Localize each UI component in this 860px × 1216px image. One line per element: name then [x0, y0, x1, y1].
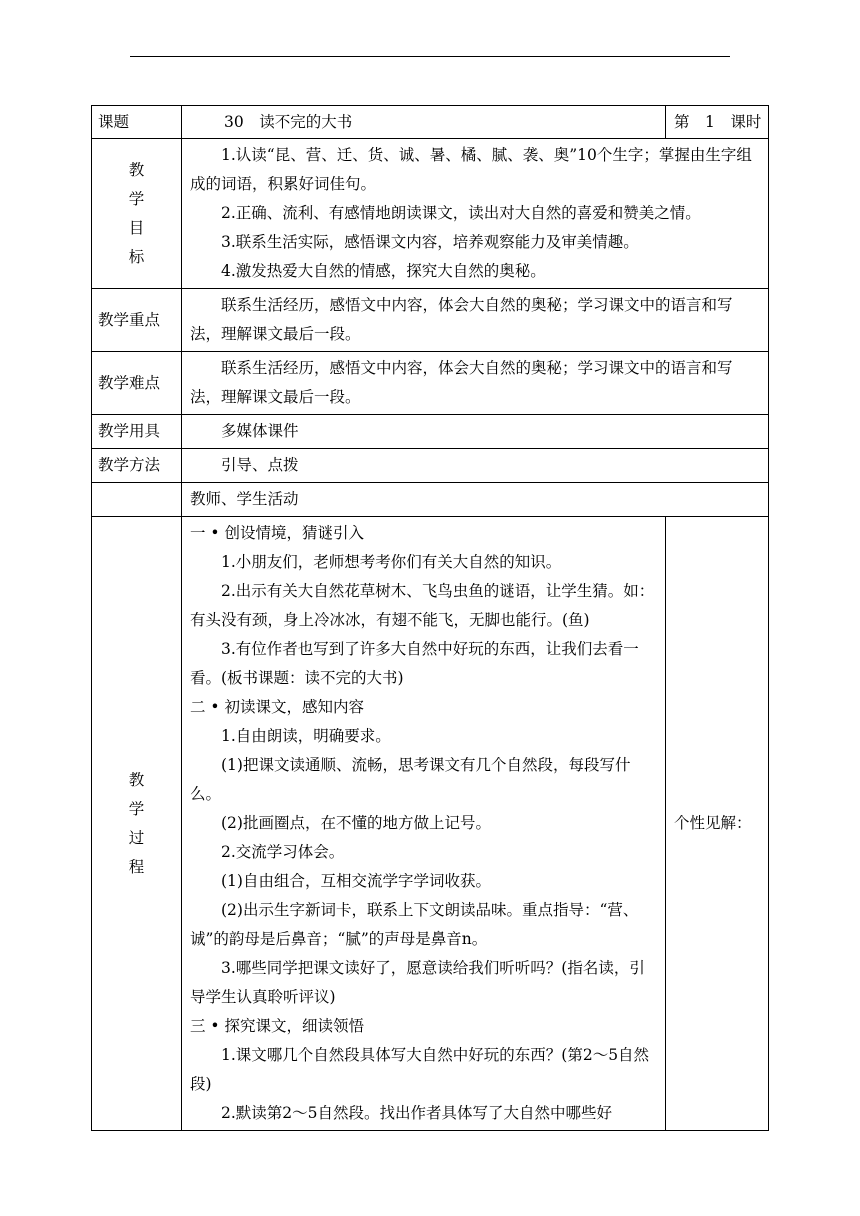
tools-row	[92, 415, 769, 449]
goals-label-char: 学	[128, 189, 145, 208]
personal-insight-cell	[666, 517, 769, 1131]
title-row	[92, 106, 769, 139]
key-points-text: 联系生活经历，感悟文中内容，体会大自然的奥秘；学习课文中的语言和写法，理解课文最后一段。	[190, 296, 733, 343]
process-step: 3.有位作者也写到了许多大自然中好玩的东西，让我们去看一看。(板书课题：读不完的大书)	[190, 640, 639, 687]
process-step: (1)把课文读通顺、流畅，思考课文有几个自然段，每段写什么。	[190, 756, 631, 803]
process-label-char: 过	[128, 828, 145, 847]
process-step: 1.自由朗读，明确要求。	[221, 727, 391, 745]
process-step: (1)自由组合，互相交流学字学词收获。	[221, 872, 491, 890]
goal-item: 1.认读“昆、营、迁、货、诚、暑、橘、腻、袭、奥”10个生字；掌握由生字组成的词语，积累好词佳句。	[190, 146, 752, 193]
personal-insight-label: 个性见解：	[674, 814, 752, 832]
header-rule	[130, 56, 730, 57]
methods-row	[92, 449, 769, 483]
tools-text: 多媒体课件	[221, 422, 299, 440]
goals-label-char: 教	[128, 160, 145, 179]
activities-header: 教师、学生活动	[182, 483, 769, 517]
activities-header-row	[92, 483, 769, 517]
process-heading: 一 • 创设情境，猜谜引入	[190, 524, 364, 542]
process-step: 1.小朋友们，老师想考考你们有关大自然的知识。	[221, 553, 562, 571]
difficulties-label: 教学难点	[92, 352, 182, 415]
difficulties-row	[92, 352, 769, 415]
goals-label-char: 目	[128, 218, 145, 237]
goal-item: 4.激发热爱大自然的情感，探究大自然的奥秘。	[221, 262, 546, 280]
process-content	[182, 517, 666, 1131]
difficulties-content	[182, 352, 769, 415]
process-step: 1.课文哪几个自然段具体写大自然中好玩的东西？(第2～5自然段)	[190, 1046, 650, 1093]
process-label	[92, 517, 182, 1131]
goals-row	[92, 139, 769, 289]
activities-header-blank	[92, 483, 182, 517]
process-step: (2)批画圈点，在不懂的地方做上记号。	[221, 814, 491, 832]
process-label-char: 程	[128, 857, 145, 876]
goals-label-char: 标	[128, 247, 145, 266]
process-row	[92, 517, 769, 1131]
lesson-title: 30 读不完的大书	[182, 106, 666, 139]
difficulties-text: 联系生活经历，感悟文中内容，体会大自然的奥秘；学习课文中的语言和写法，理解课文最后一段。	[190, 359, 733, 406]
tools-content	[182, 415, 769, 449]
process-step: 3.哪些同学把课文读好了，愿意读给我们听听吗？(指名读，引导学生认真聆听评议)	[190, 959, 645, 1006]
lesson-plan-table	[91, 105, 769, 1131]
process-step: (2)出示生字新词卡，联系上下文朗读品味。重点指导：“营、诚”的韵母是后鼻音；“腻”的声母是鼻音n。	[190, 901, 639, 948]
methods-label: 教学方法	[92, 449, 182, 483]
period-label: 第 1 课时	[666, 106, 769, 139]
tools-label: 教学用具	[92, 415, 182, 449]
process-label-char: 学	[128, 799, 145, 818]
goal-item: 2.正确、流利、有感情地朗读课文，读出对大自然的喜爱和赞美之情。	[221, 204, 701, 222]
goals-content	[182, 139, 769, 289]
methods-content	[182, 449, 769, 483]
process-heading: 三 • 探究课文，细读领悟	[190, 1017, 364, 1035]
process-heading: 二 • 初读课文，感知内容	[190, 698, 364, 716]
process-label-char: 教	[128, 770, 145, 789]
goal-item: 3.联系生活实际，感悟课文内容，培养观察能力及审美情趣。	[221, 233, 639, 251]
process-step: 2.交流学习体会。	[221, 843, 345, 861]
process-step: 2.出示有关大自然花草树木、飞鸟虫鱼的谜语，让学生猜。如：有头没有颈，身上冷冰冰，有翅不能飞，无脚也能行。(鱼)	[190, 582, 655, 629]
subject-label: 课题	[92, 106, 182, 139]
key-points-row	[92, 289, 769, 352]
process-step: 2.默读第2～5自然段。找出作者具体写了大自然中哪些好	[221, 1104, 613, 1122]
key-points-content	[182, 289, 769, 352]
methods-text: 引导、点拨	[221, 456, 299, 474]
goals-label	[92, 139, 182, 289]
key-points-label: 教学重点	[92, 289, 182, 352]
